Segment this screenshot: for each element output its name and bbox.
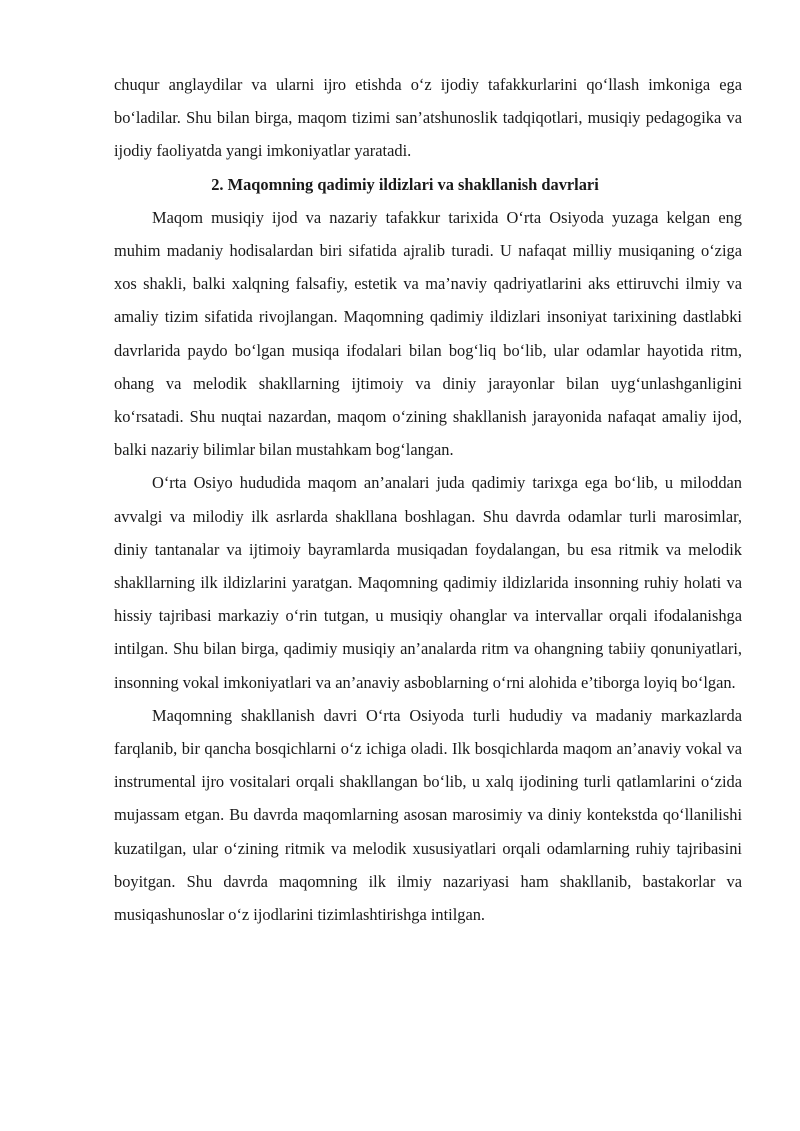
paragraph-2: O‘rta Osiyo hududida maqom an’analari juda qadimiy tarixga ega bo‘lib, u miloddan avvalgi va milodiy ilk asrlarda shakllana boshlagan. Shu davrda odamlar turli marosimlar, diniy tantanalar va ijtimoiy bayramlarda musiqadan foydalangan, bu esa ritmik va melodik shakllarning ilk ildizlarini yaratgan. Maqomning qadimiy ildizlarida insonning ruhiy holati va hissiy tajribasi markaziy o‘rin tutgan, u musiqiy ohanglar va intervallar orqali ifodalanishga intilgan. Shu bilan birga, qadimiy musiqiy an’analarda ritm va ohangning tabiiy qonuniyatlari, insonning vokal imkoniyatlari va an’anaviy asboblarning o‘rni alohida e’tiborga loyiq bo‘lgan.	[114, 473, 742, 692]
intro-paragraph: chuqur anglaydilar va ularni ijro etishda o‘z ijodiy tafakkurlarini qo‘llash imkoniga ega bo‘ladilar. Shu bilan birga, maqom tizimi san’atshunoslik tadqiqotlari, musiqiy pedagogika va ijodiy faoliyatda yangi imkoniyatlar yaratadi.	[114, 75, 742, 161]
paragraph-1: Maqom musiqiy ijod va nazariy tafakkur tarixida O‘rta Osiyoda yuzaga kelgan eng muhim madaniy hodisalardan biri sifatida ajralib turadi. U nafaqat milliy musiqaning o‘ziga xos shakli, balki xalqning falsafiy, estetik va ma’naviy qadriyatlarini aks ettiruvchi ilmiy va amaliy tizim sifatida rivojlangan. Maqomning qadimiy ildizlari insoniyat tarixining dastlabki davrlarida paydo bo‘lgan musiqa ifodalari bilan bog‘liq bo‘lib, ular odamlar hayotida ritm, ohang va melodik shakllarning ijtimoiy va diniy jarayonlar bilan uyg‘unlashganligini ko‘rsatadi. Shu nuqtai nazardan, maqom o‘zining shakllanish jarayonida nafaqat amaliy ijod, balki nazariy bilimlar bilan mustahkam bog‘langan.	[114, 207, 742, 460]
paragraph-3: Maqomning shakllanish davri O‘rta Osiyoda turli hududiy va madaniy markazlarda farqlanib, bir qancha bosqichlarni o‘z ichiga oladi. Ilk bosqichlarda maqom an’anaviy vokal va instrumental ijro vositalari orqali shakllangan bo‘lib, u xalq ijodining turli qatlamlarini o‘zida mujassam etgan. Bu davrda maqomlarning asosan marosimiy va diniy kontekstda qo‘llanilishi kuzatilgan, ular o‘zining ritmik va melodik xususiyatlari orqali odamlarning ruhiy tajribasini boyitgan. Shu davrda maqomning ilk ilmiy nazariyasi ham shakllanib, bastakorlar va musiqashunoslar o‘z ijodlarini tizimlashtirishga intilgan.	[114, 705, 742, 925]
section-heading: 2. Maqomning qadimiy ildizlari va shakllanish davrlari	[211, 174, 599, 194]
document-page	[114, 68, 742, 931]
